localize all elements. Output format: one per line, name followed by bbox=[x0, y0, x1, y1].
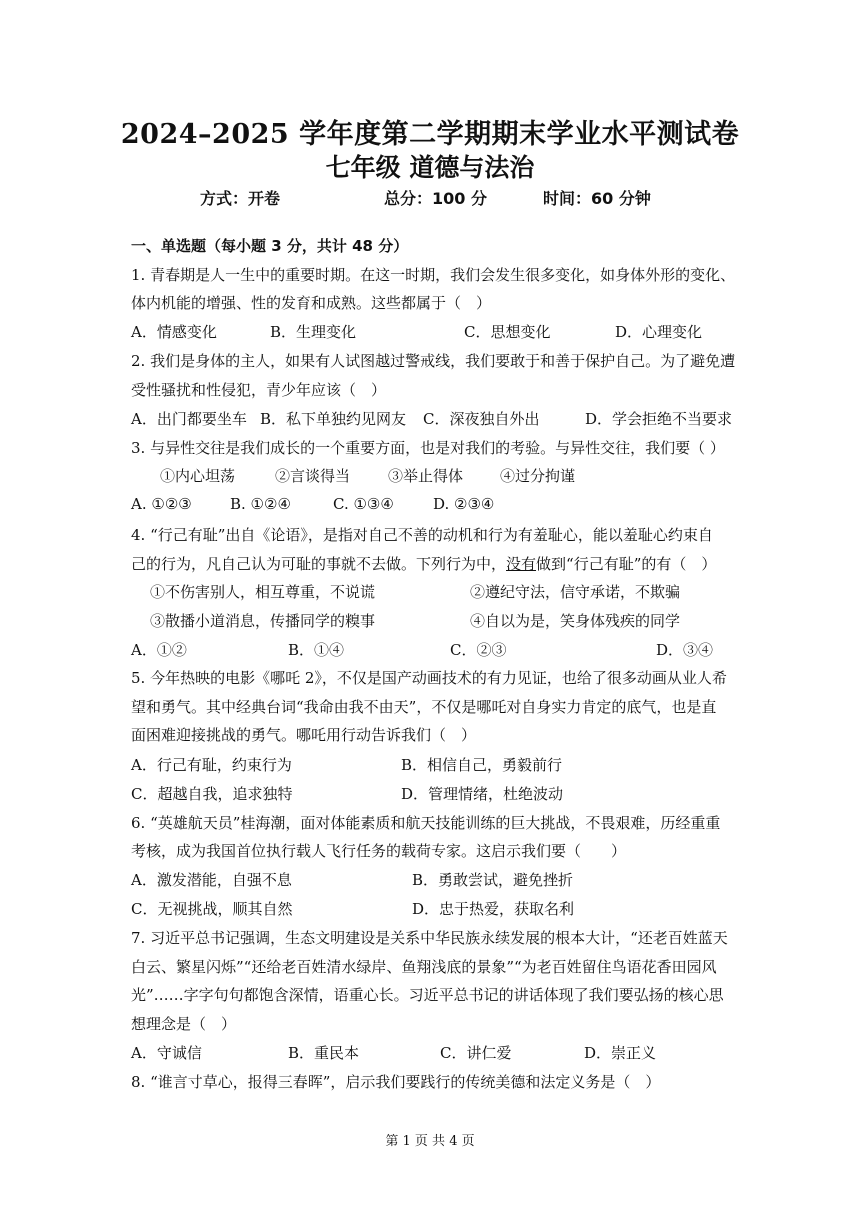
q3-statement-4: ④过分拘谨 bbox=[500, 467, 576, 485]
q3-statement-3: ③举止得体 bbox=[388, 467, 464, 485]
question-6-line-2: 考核，成为我国首位执行载人飞行任务的载荷专家。这启示我们要（ ） bbox=[131, 842, 627, 860]
question-7-line-1: 7. 习近平总书记强调，生态文明建设是关系中华民族永续发展的根本大计，“还老百姓蓝天 bbox=[131, 929, 728, 947]
q6-option-d: D．忠于热爱，获取名利 bbox=[412, 900, 575, 918]
q5-option-a: A．行己有耻，约束行为 bbox=[131, 756, 292, 774]
q4-underlined-word: 没有 bbox=[506, 555, 537, 573]
q6-option-a: A．激发潜能，自强不息 bbox=[131, 871, 292, 889]
q4-option-a: A．①② bbox=[131, 641, 187, 659]
q3-statement-1: ①内心坦荡 bbox=[160, 467, 236, 485]
question-7-line-3: 光”……字字句句都饱含深情，语重心长。习近平总书记的讲话体现了我们要弘扬的核心思 bbox=[131, 986, 724, 1004]
q1-option-b: B．生理变化 bbox=[270, 323, 357, 341]
question-4-line-1: 4. “行己有耻”出自《论语》，是指对自己不善的动机和行为有羞耻心，能以羞耻心约束自 bbox=[131, 526, 713, 544]
q4-line-2-end: 做到“行己有耻”的有（ ） bbox=[536, 555, 717, 573]
q6-option-c: C．无视挑战，顺其自然 bbox=[131, 900, 293, 918]
q6-option-b: B．勇敢尝试，避免挫折 bbox=[412, 871, 574, 889]
q4-statement-2: ②遵纪守法，信守承诺，不欺骗 bbox=[470, 583, 681, 601]
q2-option-a: A．出门都要坐车 bbox=[131, 410, 247, 428]
q3-statement-2: ②言谈得当 bbox=[275, 467, 351, 485]
q5-option-d: D．管理情绪，杜绝波动 bbox=[401, 785, 564, 803]
question-1-line-2: 体内机能的增强、性的发育和成熟。这些都属于（ ） bbox=[131, 294, 492, 312]
question-1-line-1: 1. 青春期是人一生中的重要时期。在这一时期，我们会发生很多变化，如身体外形的变化、 bbox=[131, 266, 736, 284]
q5-option-c: C．超越自我，追求独特 bbox=[131, 785, 293, 803]
question-2-line-1: 2. 我们是身体的主人，如果有人试图越过警戒线，我们要敢于和善于保护自己。为了避免遭 bbox=[131, 352, 736, 370]
q4-statement-4: ④自以为是，笑身体残疾的同学 bbox=[470, 612, 681, 630]
q7-option-d: D．崇正义 bbox=[584, 1044, 657, 1062]
q1-option-a: A．情感变化 bbox=[131, 323, 217, 341]
q5-option-b: B．相信自己，勇毅前行 bbox=[401, 756, 563, 774]
q4-option-d: D．③④ bbox=[656, 641, 714, 659]
q2-option-b: B．私下单独约见网友 bbox=[260, 410, 407, 428]
question-5-line-3: 面困难迎接挑战的勇气。哪吒用行动告诉我们（ ） bbox=[131, 726, 477, 744]
q4-option-c: C．②③ bbox=[450, 641, 507, 659]
q4-option-b: B．①④ bbox=[288, 641, 345, 659]
q7-option-a: A．守诚信 bbox=[131, 1044, 202, 1062]
q2-option-c: C．深夜独自外出 bbox=[423, 410, 540, 428]
page-footer: 第 1 页 共 4 页 bbox=[385, 1134, 475, 1149]
question-8-line-1: 8. “谁言寸草心，报得三春晖”，启示我们要践行的传统美德和法定义务是（ ） bbox=[131, 1073, 661, 1091]
question-5-line-1: 5. 今年热映的电影《哪吒 2》，不仅是国产动画技术的有力见证，也给了很多动画从业人希 bbox=[131, 669, 727, 687]
question-6-line-1: 6. “英雄航天员”桂海潮，面对体能素质和航天技能训练的巨大挑战，不畏艰难，历经重重 bbox=[131, 814, 721, 832]
question-5-line-2: 望和勇气。其中经典台词“我命由我不由天”，不仅是哪吒对自身实力肯定的底气，也是直 bbox=[131, 698, 717, 716]
question-3-line-1: 3. 与异性交往是我们成长的一个重要方面，也是对我们的考验。与异性交往，我们要（ ） bbox=[131, 439, 725, 457]
exam-time: 时间：60 分钟 bbox=[543, 189, 651, 208]
q3-option-b: B. ①②④ bbox=[230, 495, 291, 513]
q7-option-c: C．讲仁爱 bbox=[440, 1044, 512, 1062]
q3-option-c: C. ①③④ bbox=[333, 495, 394, 513]
q7-option-b: B．重民本 bbox=[288, 1044, 360, 1062]
q4-statement-3: ③散播小道消息，传播同学的糗事 bbox=[150, 612, 376, 630]
q1-option-c: C．思想变化 bbox=[464, 323, 551, 341]
question-7-line-2: 白云、繁星闪烁”“还给老百姓清水绿岸、鱼翔浅底的景象”“为老百姓留住鸟语花香田园风 bbox=[131, 958, 717, 976]
question-7-line-4: 想理念是（ ） bbox=[131, 1015, 237, 1033]
exam-score: 总分：100 分 bbox=[384, 189, 487, 208]
q4-line-2-start: 己的行为，凡自己认为可耻的事就不去做。下列行为中， bbox=[131, 555, 507, 573]
section-heading: 一、单选题（每小题 3 分，共计 48 分） bbox=[131, 237, 409, 255]
q3-option-a: A. ①②③ bbox=[131, 495, 192, 513]
question-2-line-2: 受性骚扰和性侵犯，青少年应该（ ） bbox=[131, 381, 387, 399]
exam-mode: 方式：开卷 bbox=[200, 189, 281, 208]
exam-title: 2024–2025 学年度第二学期期末学业水平测试卷 bbox=[120, 119, 740, 150]
q1-option-d: D．心理变化 bbox=[615, 323, 703, 341]
q2-option-d: D．学会拒绝不当要求 bbox=[585, 410, 733, 428]
question-4-line-2 bbox=[131, 553, 716, 574]
q4-statement-1: ①不伤害别人，相互尊重，不说谎 bbox=[150, 583, 376, 601]
exam-subtitle: 七年级 道德与法治 bbox=[325, 153, 535, 182]
q3-option-d: D. ②③④ bbox=[433, 495, 495, 513]
